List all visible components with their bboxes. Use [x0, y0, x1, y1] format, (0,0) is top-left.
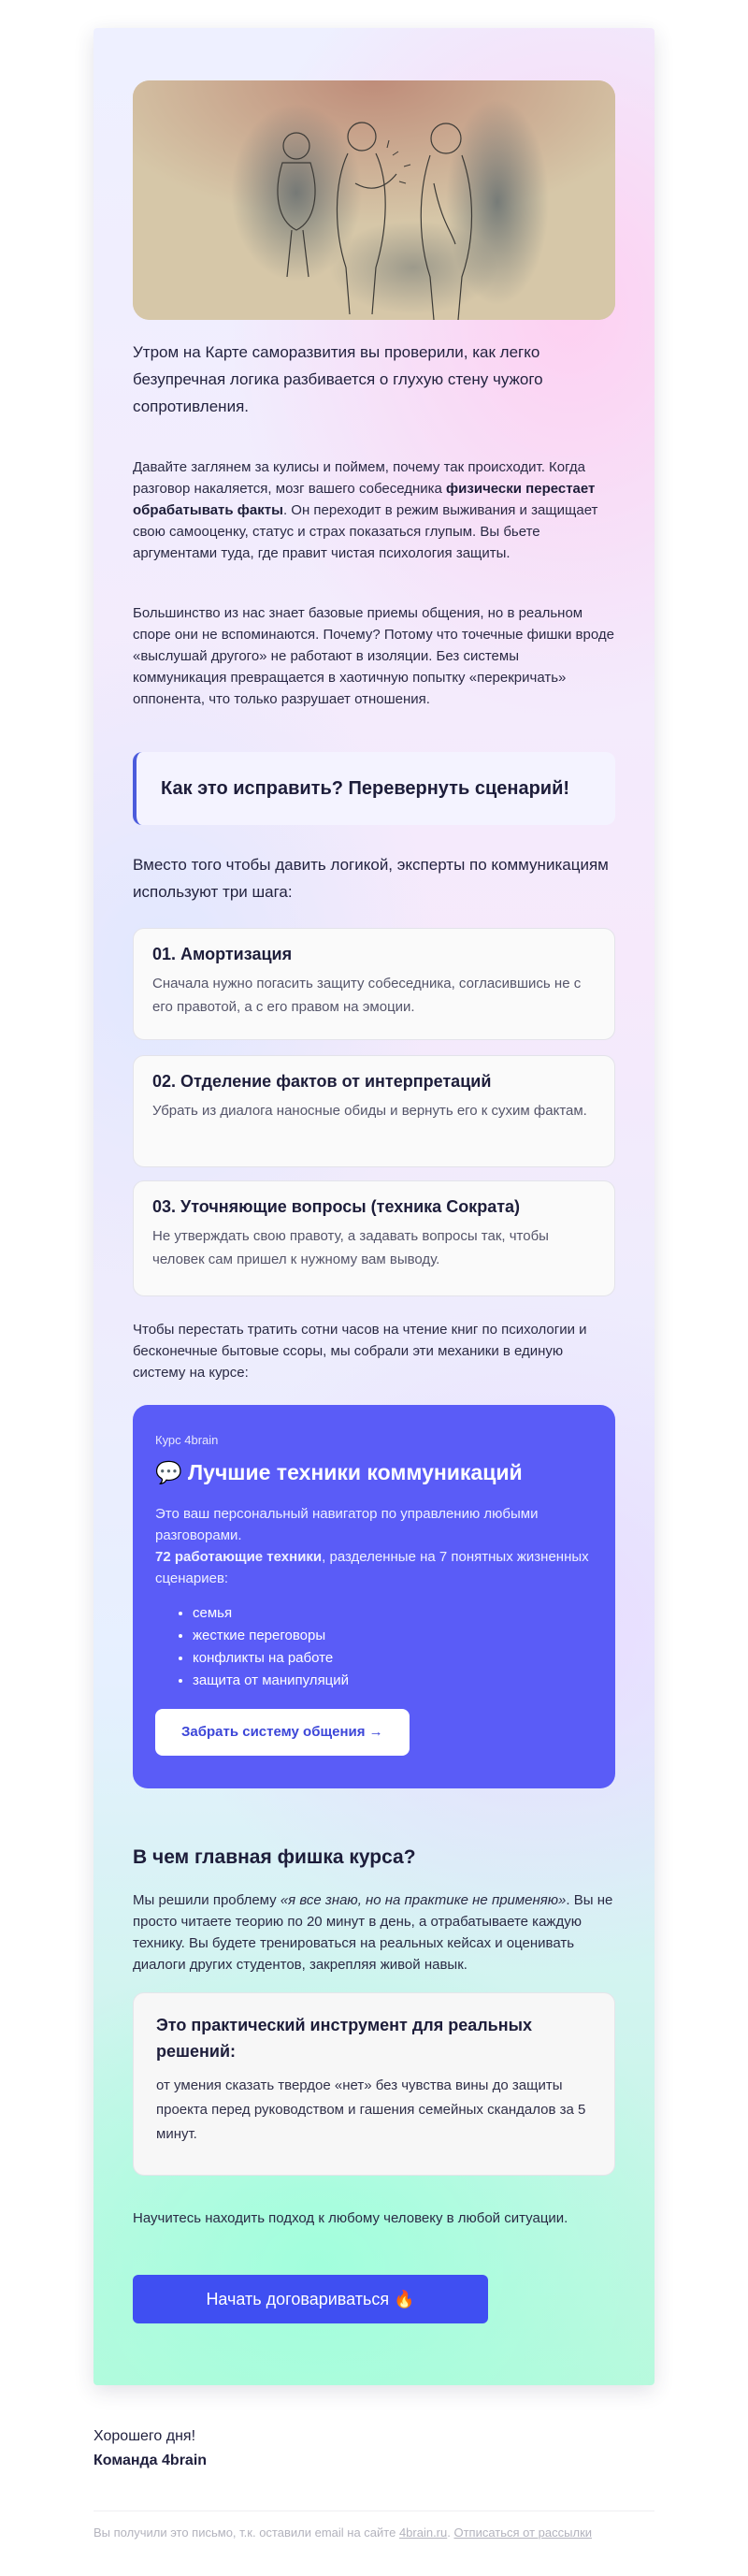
footer-note: Вы получили это письмо, т.к. оставили email на сайте 4brain.ru. Отписаться от рассылки [94, 2525, 593, 2540]
unsubscribe-link[interactable]: Отписаться от рассылки [453, 2525, 593, 2540]
practical-text: от умения сказать твердое «нет» без чувства вины до защиты проекта перед руководством и гашения семейных скандалов за 5 минут. [156, 2077, 586, 2142]
problem-paragraph: Большинство из нас знает базовые приемы общения, но в реальном споре они не вспоминаются. Почему? Потому что точечные фишки вроде «выслушай другого» не работают в изоляции. Без системы коммуникация превращается в хаотичную попытку «перекричать» оппонента, что только разрушает отношения. [133, 605, 614, 707]
course-description: Это ваш персональный навигатор по управлению любыми разговорами. 72 работающие техники, разделенные на 7 понятных жизненных сценариев: [155, 1506, 589, 1586]
list-item: • конфликты на работе [193, 1647, 593, 1670]
start-negotiating-button[interactable]: Начать договариваться 🔥 [133, 2275, 488, 2323]
list-item: • жесткие переговоры [193, 1625, 593, 1647]
step-title: 02. Отделение фактов от интерпретаций [152, 1072, 492, 1091]
get-course-button[interactable]: Забрать систему общения → [155, 1709, 410, 1756]
signoff-greeting: Хорошего дня! [94, 2428, 196, 2444]
closing-text: Научитесь находить подход к любому человеку в любой ситуации. [133, 2210, 568, 2226]
list-item: • защита от манипуляций [193, 1670, 593, 1692]
callout-heading: Как это исправить? Перевернуть сценарий! [133, 752, 615, 825]
email-card [94, 28, 654, 2385]
course-promo-card [133, 1405, 615, 1788]
site-link[interactable]: 4brain.ru [398, 2525, 448, 2540]
list-item: • семья [193, 1602, 593, 1625]
step-text: Сначала нужно погасить защиту собеседника, согласившись не с его правотой, а с его правом на эмоции. [152, 976, 582, 1015]
step-text: Не утверждать свою правоту, а задавать вопросы так, чтобы человек сам пришел к нужному вам выводу. [152, 1228, 549, 1267]
step-card [133, 1055, 615, 1167]
feature-heading: В чем главная фишка курса? [133, 1846, 416, 1868]
course-title: 💬 Лучшие техники коммуникаций [155, 1460, 523, 1484]
intro-text: Утром на Карте саморазвития вы проверили, как легко безупречная логика разбивается о глухую стену чужого сопротивления. [133, 343, 543, 415]
course-eyebrow: Курс 4brain [155, 1433, 219, 1447]
hero-illustration [133, 80, 615, 320]
feature-paragraph: Мы решили проблему «я все знаю, но на практике не применяю». Вы не просто читаете теорию по 20 минут в день, а отрабатываете каждую технику. Вы будете тренироваться на реальных кейсах и оценивать диалоги других студентов, закрепляя живой навык. [133, 1892, 613, 1973]
emphasis-text: физически перестает обрабатывать факты [133, 481, 596, 518]
step-card [133, 1180, 615, 1296]
scenario-list [155, 1602, 593, 1692]
step-title: 01. Амортизация [152, 945, 293, 963]
step-text: Убрать из диалога наносные обиды и вернуть его к сухим фактам. [152, 1103, 587, 1119]
steps-intro: Вместо того чтобы давить логикой, эксперты по коммуникациям используют три шага: [133, 856, 609, 901]
step-card [133, 928, 615, 1040]
explanation-paragraph: Давайте заглянем за кулисы и поймем, почему так происходит. Когда разговор накаляется, мозг вашего собеседника физически перестает обрабатывать факты. Он переходит в режим выживания и защищает свою самооценку, статус и страх показаться глупым. Вы бьете аргументами туда, где правит чистая психология защиты. [133, 459, 598, 561]
practical-box [133, 1992, 615, 2176]
step-title: 03. Уточняющие вопросы (техника Сократа) [152, 1197, 521, 1216]
system-text: Чтобы перестать тратить сотни часов на чтение книг по психологии и бесконечные бытовые ссоры, мы собрали эти механики в единую систему на курсе: [133, 1322, 587, 1381]
signoff-team: Команда 4brain [94, 2453, 208, 2468]
practical-title: Это практический инструмент для реальных решений: [156, 2016, 532, 2061]
